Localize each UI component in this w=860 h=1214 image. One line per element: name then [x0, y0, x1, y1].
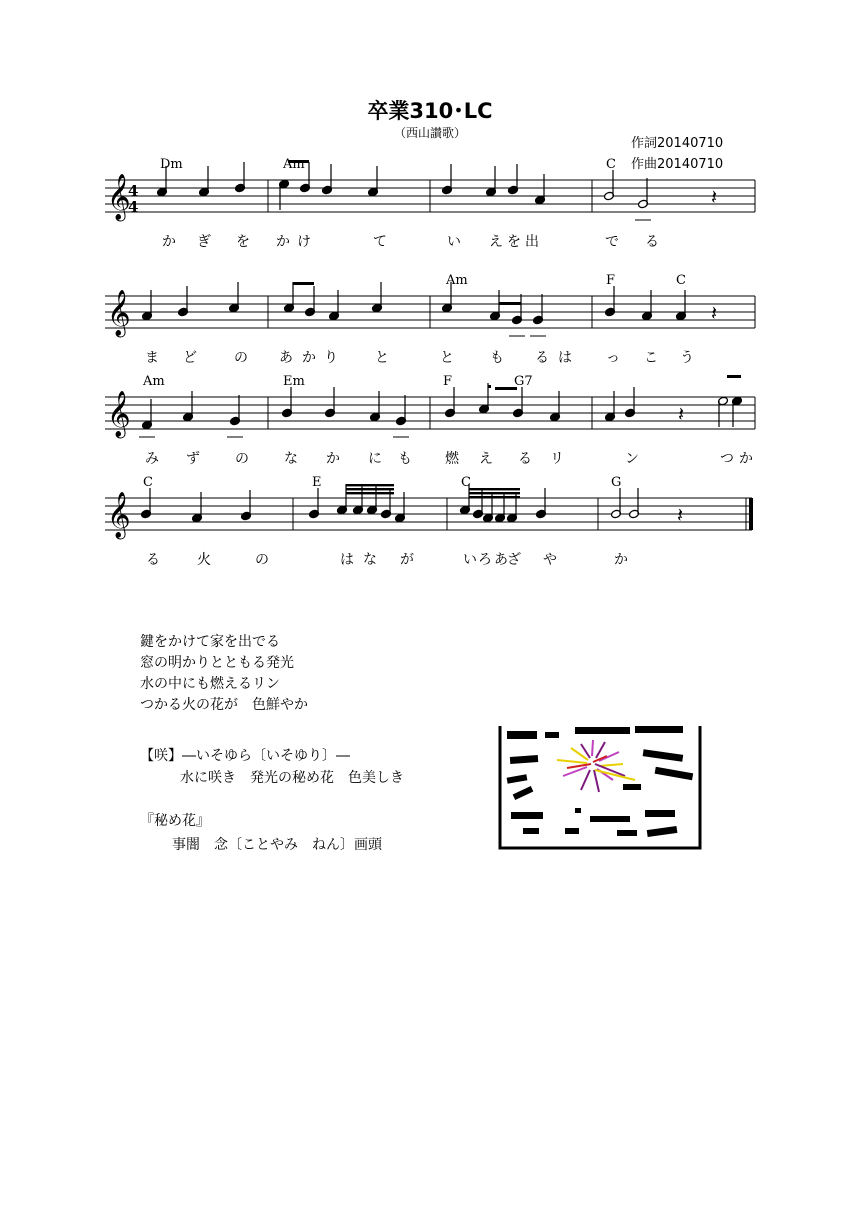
lyric-syllable: が: [400, 552, 414, 568]
lyric-syllable: や: [543, 552, 557, 568]
verse-line: 鍵をかけて家を出でる: [140, 634, 280, 650]
lyric-syllable: て: [373, 234, 387, 250]
lyric-syllable: る: [645, 234, 659, 250]
lyric-syllable: い: [463, 552, 477, 568]
treble-clef: 𝄞: [107, 290, 131, 336]
lyric-syllable: に: [368, 451, 382, 467]
water-firework-illustration: [495, 718, 710, 853]
lyric-syllable: と: [375, 350, 389, 366]
lyric-syllable: え: [479, 451, 493, 467]
lyric-syllable: る: [518, 451, 532, 467]
lyric-syllable: る: [535, 350, 549, 366]
lyric-syllable: も: [398, 451, 412, 467]
chord-symbol: G7: [514, 374, 533, 389]
bar-shape: [623, 784, 641, 790]
lyric-syllable: か: [326, 451, 340, 467]
verse-line: 水の中にも燃えるリン: [140, 676, 280, 692]
lyric-syllable: は: [558, 350, 572, 366]
saki-line: 水に咲き 発光の秘め花 色美しき: [180, 770, 404, 786]
bar-shape: [510, 755, 538, 764]
lyric-syllable: う: [680, 350, 694, 366]
lyric-syllable: の: [255, 552, 269, 568]
lyric-syllable: は: [340, 552, 354, 568]
lyric-syllable: ど: [183, 350, 197, 366]
chord-symbol: E: [312, 475, 322, 490]
treble-clef: 𝄞: [107, 492, 131, 538]
lyric-syllable: ぎ: [197, 234, 211, 250]
lyric-syllable: り: [324, 350, 338, 366]
lyric-syllable: 出: [525, 234, 539, 250]
note-beam: [499, 302, 521, 305]
lyric-syllable: か: [614, 552, 628, 568]
saki-heading: 【咲】―いそゆら〔いそゆり〕―: [140, 748, 350, 764]
lyric-syllable: な: [363, 552, 377, 568]
chord-symbol: C: [461, 475, 471, 490]
sheet-music-score: [0, 0, 860, 600]
himebana-line: 事闇 念〔ことやみ ねん〕画頭: [172, 837, 382, 853]
lyric-syllable: 火: [197, 552, 211, 568]
lyric-syllable: リ: [550, 451, 564, 467]
final-barline: [749, 498, 753, 530]
time-signature-bottom: 4: [128, 198, 139, 216]
lyric-syllable: こ: [644, 350, 658, 366]
quarter-rest: 𝄽: [677, 503, 684, 527]
chord-symbol: Em: [283, 374, 305, 389]
lyric-syllable: っ: [606, 350, 620, 366]
lyric-syllable: の: [235, 451, 249, 467]
bar-shape: [565, 828, 579, 834]
lyric-syllable: ま: [145, 350, 159, 366]
lyric-syllable: 燃: [445, 451, 459, 467]
lyric-syllable: ざ: [507, 552, 521, 568]
lyric-syllable: か: [302, 350, 316, 366]
lyric-syllable: え: [489, 234, 503, 250]
song-subtitle: （西山讃歌）: [393, 126, 466, 140]
lyric-syllable: け: [297, 234, 311, 250]
bar-shape: [507, 731, 537, 739]
himebana-heading: 『秘め花』: [140, 813, 210, 829]
note-beam: [488, 385, 491, 388]
time-signature-top: 4: [128, 182, 139, 200]
chord-symbol: Am: [446, 273, 468, 288]
lyric-syllable: か: [276, 234, 290, 250]
note-beam: [469, 488, 520, 490]
chord-symbol: F: [443, 374, 453, 389]
lyric-syllable: ン: [625, 451, 639, 467]
note-beam: [346, 492, 394, 494]
bar-shape: [645, 810, 675, 817]
lyric-syllable: か: [162, 234, 176, 250]
note-beam: [469, 492, 520, 494]
note-beam: [727, 375, 741, 378]
bar-shape: [545, 732, 559, 738]
lyric-syllable: ろ: [478, 552, 492, 568]
bar-shape: [511, 812, 543, 819]
quarter-rest: 𝄽: [711, 301, 718, 325]
lyric-syllable: い: [447, 234, 461, 250]
note-beam: [346, 488, 394, 490]
lyric-syllable: も: [490, 350, 504, 366]
lyric-syllable: か: [739, 451, 753, 467]
bar-shape: [647, 826, 678, 837]
lyric-syllable: な: [284, 451, 298, 467]
bar-shape: [655, 767, 694, 780]
lyric-syllable: る: [146, 552, 160, 568]
lyric-syllable: を: [236, 234, 250, 250]
bar-shape: [523, 828, 539, 834]
bar-shape: [590, 816, 630, 822]
lyric-syllable: を: [507, 234, 521, 250]
lyric-syllable: の: [234, 350, 248, 366]
bar-shape: [617, 830, 637, 836]
chord-symbol: Am: [283, 157, 305, 172]
quarter-rest: 𝄽: [678, 402, 685, 426]
lyric-syllable: み: [145, 451, 159, 467]
bar-shape: [643, 749, 684, 761]
note-beam: [293, 282, 314, 285]
lyric-syllable: と: [440, 350, 454, 366]
chord-symbol: C: [143, 475, 153, 490]
chord-symbol: C: [676, 273, 686, 288]
chord-symbol: Dm: [160, 157, 183, 172]
chord-symbol: F: [606, 273, 616, 288]
lyric-syllable: で: [605, 234, 619, 250]
bar-shape: [635, 726, 683, 733]
verse-text: [140, 632, 308, 716]
song-title: 卒業310･LC: [367, 99, 493, 123]
lyric-syllable: あ: [494, 552, 508, 568]
lyric-syllable: ず: [186, 451, 200, 467]
note-beam: [469, 496, 520, 498]
bar-shape: [507, 774, 528, 783]
bar-shape: [575, 727, 630, 734]
chord-symbol: C: [606, 157, 616, 172]
lyricist-credit: 作詞20140710: [631, 136, 724, 151]
treble-clef: 𝄞: [107, 174, 131, 220]
quarter-rest: 𝄽: [711, 185, 718, 209]
chord-symbol: Am: [143, 374, 165, 389]
note-beam: [346, 484, 394, 486]
bar-shape: [575, 808, 581, 813]
lyric-syllable: あ: [279, 350, 293, 366]
chord-symbol: G: [611, 475, 622, 490]
bar-shape: [513, 786, 534, 800]
verse-line: 窓の明かりとともる発光: [140, 655, 294, 671]
treble-clef: 𝄞: [107, 391, 131, 437]
composer-credit: 作曲20140710: [631, 157, 724, 172]
verse-line: つかる火の花が 色鮮やか: [140, 697, 308, 713]
lyric-syllable: つ: [720, 451, 734, 467]
